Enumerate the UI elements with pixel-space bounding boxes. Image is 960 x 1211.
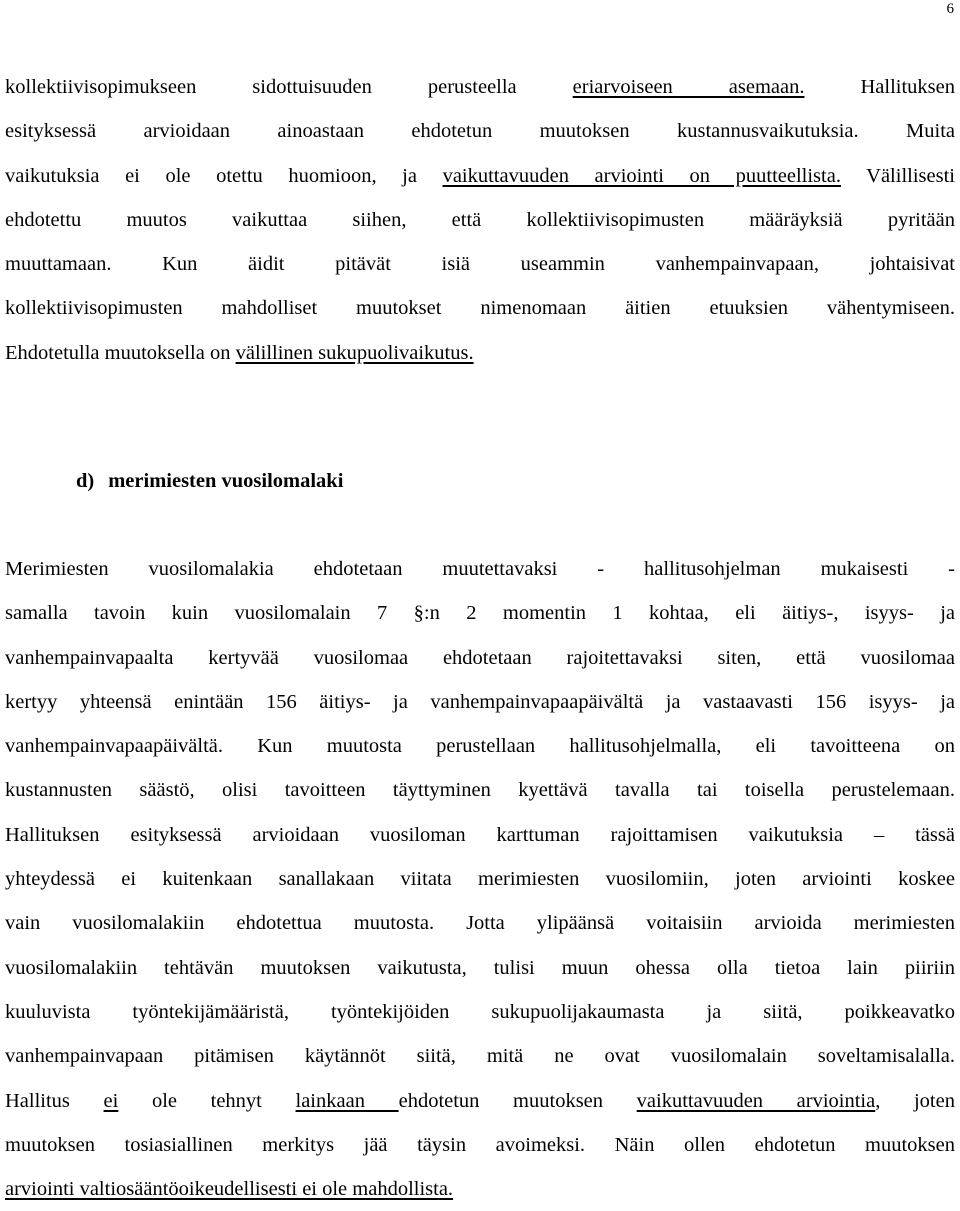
text-run: kollektiivisopimukseen sidottuisuuden perusteella — [5, 76, 573, 98]
text-line — [5, 901, 955, 945]
text-run: Ehdotetulla muutoksella on — [5, 341, 236, 364]
text-line — [5, 768, 955, 812]
page-number: 6 — [946, 1, 954, 17]
text-run: :n 2 momentin 1 kohtaa, eli äitiys-, isyys- ja — [423, 602, 955, 625]
text-run: vanhempainvapaan pitämisen käytännöt siitä, mitä ne ovat vuosilomalain soveltamisalalla. — [5, 1045, 955, 1068]
text-line — [5, 990, 955, 1034]
text-run: kuuluvista työntekijämääristä, työntekijöiden sukupuolijakaumasta ja siitä, poikkeavatko — [5, 1000, 955, 1023]
text-run: kertyy yhteensä enintään 156 äitiys- ja vanhempainvapaapäivältä ja vastaavasti 156 isyys- ja — [5, 690, 955, 713]
text-line — [5, 946, 955, 990]
text-run: vanhempainvapaalta kertyvää vuosilomaa ehdotetaan rajoitettavaksi siten, että vuosilomaa — [5, 646, 955, 669]
text-run: muuttamaan. Kun äidit pitävät isiä useammin vanhempainvapaan, johtaisivat — [5, 253, 955, 276]
text-run: Hallitus — [5, 1089, 104, 1112]
text-run: ehdotettu muutos vaikuttaa siihen, että kollektiivisopimusten määräyksiä pyritään — [5, 208, 955, 231]
text-run: § — [413, 602, 424, 625]
text-line — [5, 857, 955, 901]
text-run: Välillisesti — [840, 164, 955, 187]
text-line — [5, 1079, 955, 1123]
text-run: yhteydessä ei kuitenkaan sanallakaan viitata merimiesten vuosilomiin, joten arviointi koskee — [5, 868, 955, 891]
paragraph-2 — [5, 547, 955, 1211]
section-heading — [76, 467, 343, 495]
text-run: ole tehnyt — [118, 1089, 296, 1112]
text-line — [5, 547, 955, 591]
underlined-text: eriarvoiseen asemaan. — [572, 76, 805, 98]
text-line — [5, 154, 955, 198]
text-run: kollektiivisopimusten mahdolliset muutokset nimenomaan äitien etuuksien vähentymiseen. — [5, 297, 955, 320]
underlined-text: lainkaan — [295, 1089, 399, 1112]
text-line — [5, 1167, 955, 1211]
text-run: Hallituksen esityksessä arvioidaan vuosiloman karttuman rajoittamisen vaikutuksia – tässä — [5, 823, 955, 846]
underlined-text: vaikuttavuuden arviointi on puutteellista. — [442, 164, 841, 187]
text-run: vuosilomalakiin tehtävän muutoksen vaikutusta, tulisi muun ohessa olla tietoa lain piiriin — [5, 956, 955, 979]
text-run: vaikutuksia ei ole otettu huomioon, ja — [5, 164, 443, 187]
text-line — [5, 198, 955, 242]
text-line — [5, 1034, 955, 1078]
text-run: Merimiesten vuosilomalakia ehdotetaan muutettavaksi - hallitusohjelman mukaisesti - — [5, 558, 955, 580]
underlined-text: vaikuttavuuden arviointia — [636, 1089, 876, 1112]
text-line — [5, 109, 955, 153]
text-run: kustannusten säästö, olisi tavoitteen täyttyminen kyettävä tavalla tai toisella perustelemaan. — [5, 779, 955, 802]
text-run: vanhempainvapaapäivältä. Kun muutosta perustellaan hallitusohjelmalla, eli tavoitteena on — [5, 735, 955, 758]
text-line — [5, 1123, 955, 1167]
underlined-text: ei — [103, 1089, 119, 1112]
text-run: Hallituksen — [804, 76, 955, 98]
text-line — [5, 591, 955, 635]
text-run: esityksessä arvioidaan ainoastaan ehdotetun muutoksen kustannusvaikutuksia. Muita — [5, 120, 955, 143]
section-letter: d) — [76, 470, 95, 492]
text-line — [5, 331, 955, 375]
text-line — [5, 636, 955, 680]
text-line — [5, 680, 955, 724]
paragraph-1 — [5, 65, 955, 375]
underlined-text: välillinen sukupuolivaikutus. — [235, 341, 474, 364]
text-run: , joten — [875, 1089, 955, 1112]
text-line — [5, 813, 955, 857]
text-line — [5, 242, 955, 286]
section-title: merimiesten vuosilomalaki — [108, 470, 344, 492]
underlined-text: arviointi valtiosääntöoikeudellisesti ei ole mahdollista. — [5, 1178, 454, 1201]
text-run: ehdotetun muutoksen — [398, 1089, 637, 1112]
text-line — [5, 65, 955, 109]
text-line — [5, 724, 955, 768]
text-run: vain vuosilomalakiin ehdotettua muutosta. Jotta ylipäänsä voitaisiin arvioida merimiesten — [5, 912, 955, 935]
text-run: samalla tavoin kuin vuosilomalain 7 — [5, 602, 414, 625]
text-run: muutoksen tosiasiallinen merkitys jää täysin avoimeksi. Näin ollen ehdotetun muutoksen — [5, 1133, 955, 1156]
text-line — [5, 286, 955, 330]
